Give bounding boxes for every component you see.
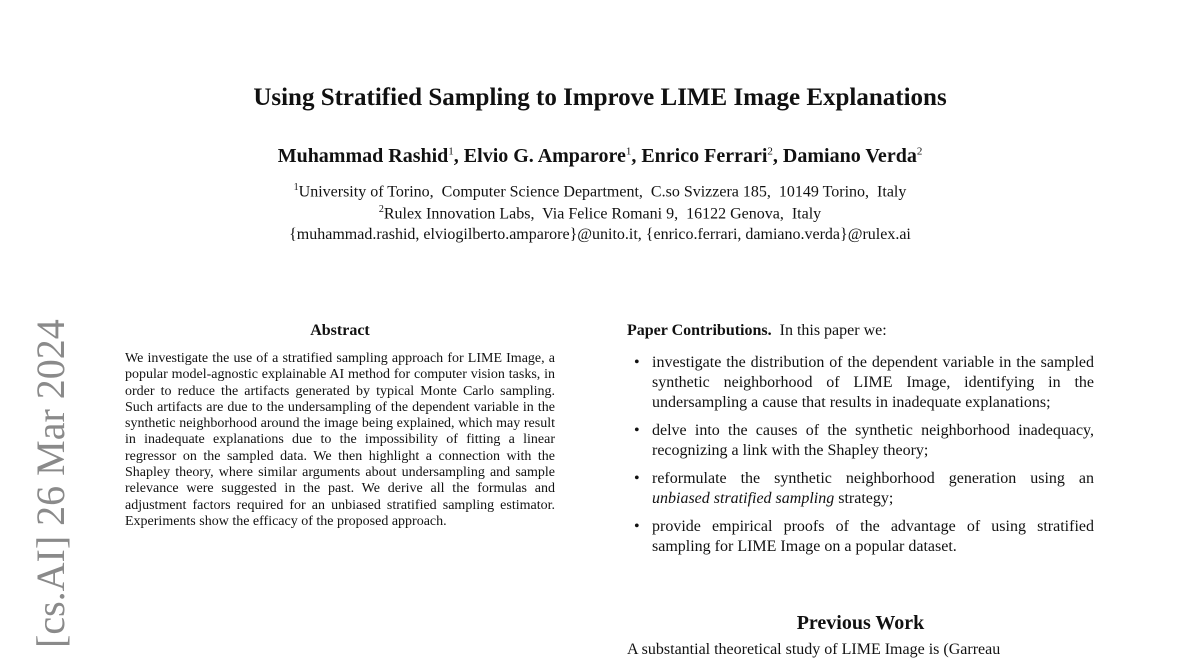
affiliation-text: Rulex Innovation Labs, Via Felice Romani 9, 16122 Genova, Italy [383,205,822,223]
author-name: Elvio G. Amparore [463,145,626,167]
author-affiliation-mark: 1 [448,145,454,158]
list-item: • delve into the causes of the synthetic neighborhood inadequacy, recognizing a link with the Shapley theory; [634,422,1094,459]
contributions-title: Paper Contributions. [627,322,772,339]
affiliation-mark: 2 [378,204,384,215]
author-separator: , [453,145,464,167]
bullet-icon: • [634,518,640,535]
author-emails: {muhammad.rashid, elviogilberto.amparore}@unito.it, {enrico.ferrari, damiano.verda}@rulex.ai [289,226,911,243]
contributions-heading [627,322,1097,340]
author-affiliation-mark: 1 [625,145,632,158]
author-separator: , [772,145,783,167]
affiliation-line-2 [0,204,1200,223]
author-name: Muhammad Rashid [277,145,449,167]
abstract-heading: Abstract [310,322,370,339]
abstract-text: We investigate the use of a stratified sampling approach for LIME Image, a popular model-agnostic explainable AI method for computer vision tasks, in order to reduce the artifacts generated by typical Monte Carlo sampling. Such artifacts are due to the undersampling of the dependent variable in the synthetic neighborhood around the image being explained, which may result in inadequate explanations due to the impossibility of fitting a linear regressor on the sampled data. We then highlight a connection with the Shapley theory, where similar arguments about undersampling and sample relevance were suggested in the past. We derive all the formulas and adjustment factors required for an unbiased stratified sampling estimator. Experiments show the efficacy of the proposed approach. [125,351,555,529]
bullet-icon: • [634,470,640,487]
list-item: • reformulate the synthetic neighborhood generation using an unbiased stratified sampling strategy; [634,470,1094,507]
arxiv-identifier-stamp: [cs.AI] 26 Mar 2024 [28,319,73,648]
emphasis-text: unbiased stratified sampling [652,490,835,507]
previous-work-heading: Previous Work [796,612,925,634]
author-separator: , [631,145,642,167]
bullet-icon: • [634,422,640,439]
list-item: • provide empirical proofs of the advantage of using stratified sampling for LIME Image on a popular dataset. [634,518,1094,555]
author-list [0,145,1200,168]
list-item: • investigate the distribution of the dependent variable in the sampled synthetic neighborhood of LIME Image, identifying in the undersampling a cause that results in inadequate explanations; [634,354,1094,411]
affiliation-mark: 1 [293,182,299,193]
contributions-intro: In this paper we: [779,322,887,339]
author-affiliation-mark: 2 [916,145,923,158]
paper-title: Using Stratified Sampling to Improve LIME Image Explanations [253,84,947,111]
bullet-icon: • [634,354,640,371]
author-name: Enrico Ferrari [641,145,768,167]
author-affiliation-mark: 2 [767,145,773,158]
author-name: Damiano Verda [782,145,917,167]
previous-work-first-line: A substantial theoretical study of LIME Image is (Garreau [627,641,1001,658]
affiliation-line-1 [0,182,1200,201]
affiliation-text: University of Torino, Computer Science Department, C.so Svizzera 185, 10149 Torino, Italy [298,183,907,201]
contributions-list [627,353,1094,565]
